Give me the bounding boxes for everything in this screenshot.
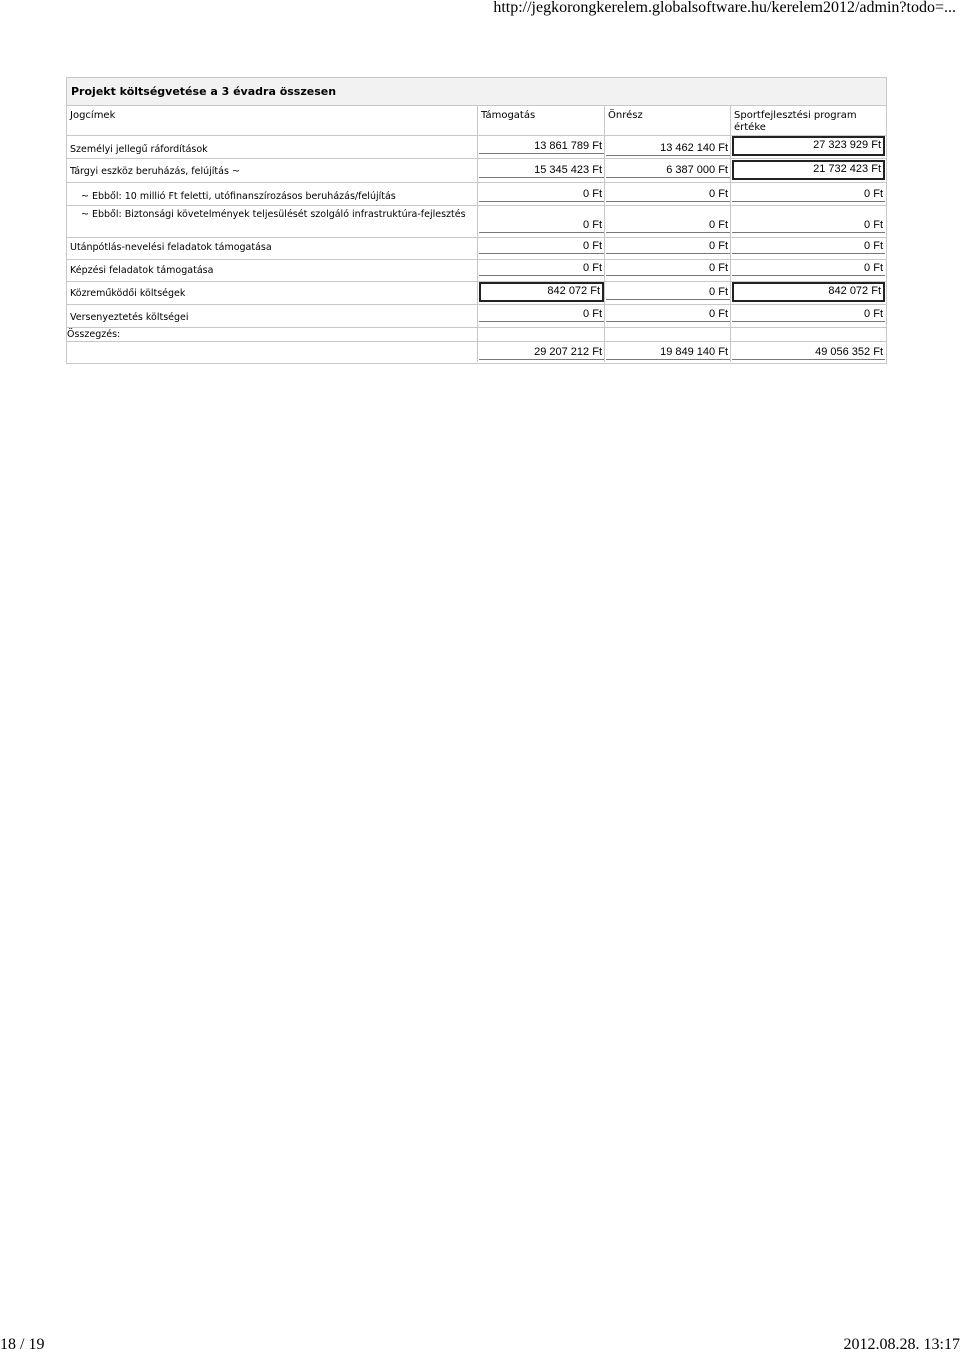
row-label: Képzési feladatok támogatása [70, 265, 214, 276]
row-label: Személyi jellegű ráfordítások [70, 144, 208, 155]
header-ertek: Sportfejlesztési program értéke [734, 110, 857, 133]
tamogatas-cell: 0 Ft [479, 217, 604, 233]
table-row [67, 282, 886, 305]
table-row [67, 136, 886, 159]
table-row [67, 159, 886, 183]
tamogatas-cell: 0 Ft [479, 260, 604, 276]
row-label: Utánpótlás-nevelési feladatok támogatása [70, 242, 272, 253]
table-row [67, 305, 886, 328]
table-row [67, 238, 886, 260]
summary-row [67, 342, 886, 362]
summary-ertek: 49 056 352 Ft [732, 344, 885, 360]
onresz-cell: 6 387 000 Ft [606, 162, 730, 178]
print-datetime: 2012.08.28. 13:17 [843, 1336, 960, 1353]
ertek-cell: 842 072 Ft [732, 282, 885, 302]
page-number: 18 / 19 [0, 1336, 45, 1353]
row-label: Versenyeztetés költségei [70, 312, 189, 323]
ertek-cell: 0 Ft [732, 217, 885, 233]
budget-table-panel [66, 77, 887, 364]
ertek-cell: 27 323 929 Ft [732, 136, 885, 156]
row-label: ~ Ebből: 10 millió Ft feletti, utófinanszírozásos beruházás/felújítás [81, 191, 396, 202]
header-tamogatas: Támogatás [481, 110, 536, 121]
tamogatas-cell: 13 861 789 Ft [479, 138, 604, 154]
tamogatas-cell: 15 345 423 Ft [479, 162, 604, 178]
table-row [67, 260, 886, 282]
onresz-cell: 0 Ft [606, 186, 730, 202]
table-row [67, 183, 886, 206]
onresz-cell: 13 462 140 Ft [606, 140, 730, 156]
ertek-cell: 0 Ft [732, 186, 885, 202]
summary-tamogatas: 29 207 212 Ft [479, 344, 604, 360]
ertek-cell: 0 Ft [732, 260, 885, 276]
onresz-cell: 0 Ft [606, 306, 730, 322]
ertek-cell: 21 732 423 Ft [732, 160, 885, 180]
ertek-cell: 0 Ft [732, 306, 885, 322]
ertek-cell: 0 Ft [732, 238, 885, 254]
summary-onresz: 19 849 140 Ft [606, 344, 730, 360]
onresz-cell: 0 Ft [606, 217, 730, 233]
onresz-cell: 0 Ft [606, 284, 730, 300]
tamogatas-cell: 0 Ft [479, 238, 604, 254]
summary-label: Összegzés: [67, 329, 121, 340]
onresz-cell: 0 Ft [606, 238, 730, 254]
header-onresz: Önrész [608, 110, 643, 121]
tamogatas-cell: 842 072 Ft [479, 282, 604, 302]
tamogatas-cell: 0 Ft [479, 306, 604, 322]
table-header-row [67, 106, 886, 136]
table-row [67, 206, 886, 238]
header-jogcimek: Jogcímek [70, 110, 116, 121]
page-url-header: http://jegkorongkerelem.globalsoftware.hu/kerelem2012/admin?todo=... [493, 0, 956, 16]
row-label: Közreműködői költségek [70, 288, 186, 299]
tamogatas-cell: 0 Ft [479, 186, 604, 202]
row-label: Tárgyi eszköz beruházás, felújítás ~ [70, 166, 240, 177]
onresz-cell: 0 Ft [606, 260, 730, 276]
row-label: ~ Ebből: Biztonsági követelmények teljesülését szolgáló infrastruktúra-fejlesztés [81, 209, 466, 220]
summary-label-row [67, 328, 886, 342]
table-title: Projekt költségvetése a 3 évadra összesen [67, 78, 886, 106]
